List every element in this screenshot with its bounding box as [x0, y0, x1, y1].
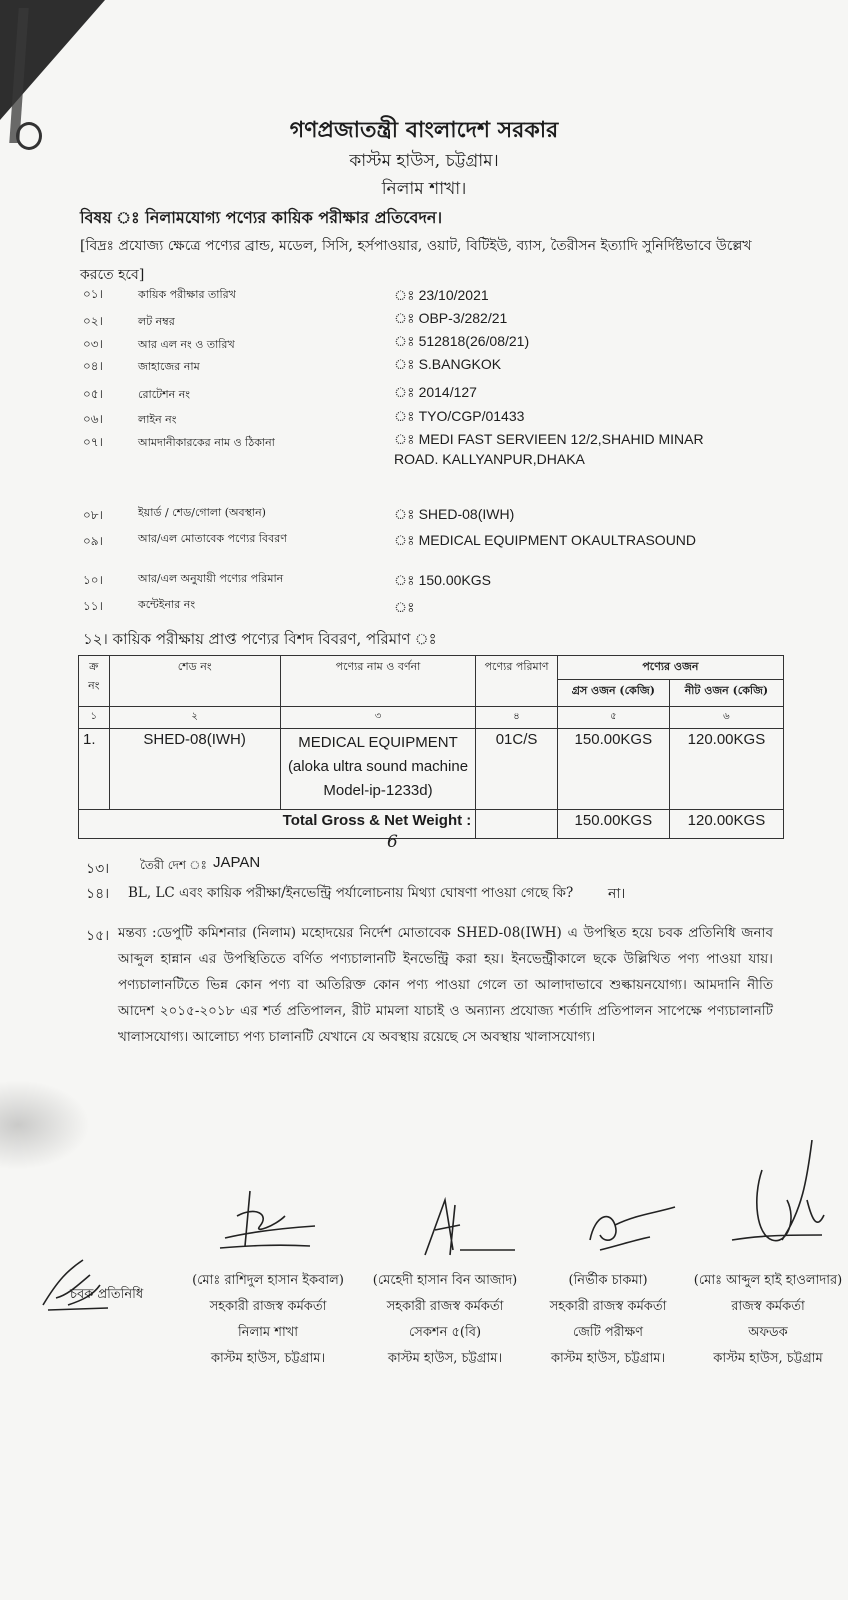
cell-desc-line1: MEDICAL EQUIPMENT [298, 734, 458, 751]
col-num: ৬ [669, 707, 783, 729]
field-value-description: ঃ MEDICAL EQUIPMENT OKAULTRASOUND [394, 532, 697, 548]
field-label-rl: আর এল নং ও তারিখ [138, 338, 235, 351]
signature-2-scribble [405, 1195, 525, 1265]
signer-office: কাস্টম হাউস, চট্টগ্রাম। [550, 1351, 666, 1366]
col-num: ৫ [557, 707, 669, 729]
field-value-importer-line2: ROAD. KALLYANPUR,DHAKA [394, 451, 585, 467]
field-value-container: ঃ [394, 599, 415, 615]
office-name: কাস্টম হাউস, চট্টগ্রাম। [349, 151, 499, 171]
field-value-exam-date: ঃ 23/10/2021 [394, 287, 489, 303]
field-value-vessel: ঃ S.BANGKOK [394, 356, 502, 372]
col-num: ৩ [280, 707, 476, 729]
col-header-qty: পণ্যের পরিমাণ [476, 656, 558, 707]
column-number-row [79, 707, 784, 729]
signer-office: কাস্টম হাউস, চট্টগ্রাম। [387, 1351, 503, 1366]
field-value-lot: ঃ OBP-3/282/21 [394, 310, 508, 326]
signature-1-scribble [215, 1186, 325, 1261]
field-label-importer: আমদানীকারকের নাম ও ঠিকানা [138, 436, 275, 449]
field-value-importer: ঃ MEDI FAST SERVIEEN 12/2,SHAHID MINAR [394, 431, 704, 447]
signature-block-1 [188, 1268, 348, 1372]
cell-net: 120.00KGS [669, 729, 783, 810]
total-row [79, 810, 784, 839]
field-num: ১১। [83, 599, 103, 613]
signature-block-2 [370, 1268, 520, 1372]
field-label-rotation: রোটেশন নং [138, 388, 190, 401]
signer-title: রাজস্ব কর্মকর্তা [731, 1299, 805, 1314]
item-15-num: ১৫। [86, 928, 110, 944]
signature-block-4 [688, 1268, 848, 1372]
field-num: ০৫। [83, 387, 103, 401]
cell-shed: SHED-08(IWH) [109, 729, 280, 810]
col-header-net: নীট ওজন (কেজি) [669, 680, 783, 707]
col-num: ২ [109, 707, 280, 729]
field-label-line: লাইন নং [138, 413, 177, 426]
field-value-line: ঃ TYO/CGP/01433 [394, 408, 525, 424]
field-num: ০৬। [83, 412, 103, 426]
cell-sl: 1. [79, 729, 110, 810]
signer-unit: অফডক [748, 1325, 788, 1340]
inspection-table [78, 655, 784, 839]
col-header-weight: পণ্যের ওজন [557, 656, 783, 680]
item-15-remarks: মন্তব্য :ডেপুটি কমিশনার (নিলাম) মহোদয়ের নির্দেশ মোতাবেক SHED-08(IWH) এ উপস্থিত হয়ে চবক প্রতিনিধি জনাব আব্দুল হান্নান এর উপস্থিতিতে বর্ণিত পণ্যচালানটি ইনভেন্ট্রি করা হয়। ইনভেন্ট্রীকালে ছকে উল্লিখিত পণ্য পাওয়া যায়। পণ্যচালানটিতে ভিন্ন কোন পণ্য বা অতিরিক্ত কোন পণ্য পাওয়া গেলে তা আলাদাভাবে শুল্কায়নযোগ্য। আমদানি নীতি আদেশ ২০১৫-২০১৮ এর শর্ত প্রতিপালন, রীট মামলা যাচাই ও অন্যান্য প্রযোজ্য শর্তাদি প্রতিপালন সাপেক্ষে পণ্যচালানটি খালাসযোগ্য। আলোচ্য পণ্য চালানটি যেখানে যে অবস্থায় রয়েছে সে অবস্থায় খালাসযোগ্য। [118, 925, 773, 1045]
scan-smudge [0, 1080, 90, 1170]
field-num: ১০। [83, 573, 103, 587]
field-label-container: কন্টেইনার নং [138, 598, 196, 611]
signer-unit: জেটি পরীক্ষণ [573, 1325, 643, 1340]
field-value-rotation: ঃ 2014/127 [394, 384, 477, 400]
total-net: 120.00KGS [669, 810, 783, 839]
cell-qty: 01C/S [476, 729, 558, 810]
field-num: ০২। [83, 314, 103, 328]
signer-name: (মোঃ রাশিদুল হাসান ইকবাল) [192, 1273, 344, 1288]
page-title: গণপ্রজাতন্ত্রী বাংলাদেশ সরকার [289, 117, 559, 143]
signature-3-scribble [580, 1195, 680, 1260]
total-label: Total Gross & Net Weight : [79, 810, 476, 839]
field-num: ০৩। [83, 337, 103, 351]
field-label-exam-date: কায়িক পরীক্ষার তারিখ [138, 288, 236, 301]
col-header-desc: পণ্যের নাম ও বর্ণনা [280, 656, 476, 707]
handwritten-mark: 6 [387, 832, 398, 852]
item-13-num: ১৩। [86, 861, 110, 877]
item-13-value: JAPAN [213, 854, 261, 871]
field-num: ০৪। [83, 359, 103, 373]
table-row [79, 729, 784, 810]
subject-line: বিষয় ঃ নিলামযোগ্য পণ্যের কায়িক পরীক্ষার প্রতিবেদন। [80, 208, 443, 227]
instruction-note: [বিদ্রঃ প্রযোজ্য ক্ষেত্রে পণ্যের ব্রান্ড, মডেল, সিসি, হর্সপাওয়ার, ওয়াট, বিটিইউ, ব্যাস, তৈরীসন ইত্যাদি সুনির্দিষ্টভাবে উল্লেখ করতে হবে] [80, 238, 752, 283]
item-14-answer: না। [608, 886, 626, 902]
signer-office: কাস্টম হাউস, চট্টগ্রাম। [210, 1351, 326, 1366]
col-header-sl: ক্র নং [79, 656, 110, 707]
field-value-rl: ঃ 512818(26/08/21) [394, 333, 530, 349]
field-value-yard: ঃ SHED-08(IWH) [394, 506, 515, 522]
total-gross: 150.00KGS [557, 810, 669, 839]
field-value-quantity: ঃ 150.00KGS [394, 572, 491, 588]
field-num: ০১। [83, 287, 103, 301]
cell-gross: 150.00KGS [557, 729, 669, 810]
signer-office: কাস্টম হাউস, চট্টগ্রাম [713, 1351, 823, 1366]
field-label-description: আর/এল মোতাবেক পণ্যের বিবরণ [138, 532, 287, 545]
field-num: ০৭। [83, 435, 103, 449]
cell-desc-line3: Model-ip-1233d) [323, 782, 433, 799]
col-header-gross: গ্রস ওজন (কেজি) [557, 680, 669, 707]
field-label-yard: ইয়ার্ড / শেড/গোলা (অবস্থান) [138, 506, 266, 519]
signer-unit: নিলাম শাখা [237, 1325, 299, 1340]
item-13-label: তৈরী দেশ ঃ [140, 858, 207, 872]
field-num: ০৯। [83, 534, 103, 548]
field-label-lot: লট নম্বর [138, 315, 175, 328]
section-12-heading: ১২। কায়িক পরীক্ষায় প্রাপ্ত পণ্যের বিশদ বিবরণ, পরিমাণ ঃ [83, 630, 437, 648]
item-14-num: ১৪। [86, 886, 110, 902]
cell-desc-line2: (aloka ultra sound machine [287, 758, 469, 775]
item-14-question: BL, LC এবং কায়িক পরীক্ষা/ইনভেন্ট্রি পর্যালোচনায় মিথ্যা ঘোষণা পাওয়া গেছে কি? [128, 885, 574, 901]
cell-desc [280, 729, 476, 810]
col-num: ৪ [476, 707, 558, 729]
signature-chobok-label: চবক প্রতিনিধি [70, 1287, 144, 1302]
col-header-shed: শেড নং [109, 656, 280, 707]
field-label-quantity: আর/এল অনুযায়ী পণ্যের পরিমান [138, 572, 284, 585]
signer-title: সহকারী রাজস্ব কর্মকর্তা [209, 1299, 327, 1314]
signer-name: (নির্ভীক চাকমা) [568, 1273, 648, 1288]
total-qty-empty [476, 810, 558, 839]
signer-unit: সেকশন ৫(বি) [408, 1325, 482, 1340]
field-label-vessel: জাহাজের নাম [138, 360, 200, 373]
signer-title: সহকারী রাজস্ব কর্মকর্তা [386, 1299, 504, 1314]
signer-title: সহকারী রাজস্ব কর্মকর্তা [549, 1299, 667, 1314]
signer-name: (মেহেদী হাসান বিন আজাদ) [372, 1273, 518, 1288]
branch-name: নিলাম শাখা। [381, 179, 467, 199]
signature-4-scribble [712, 1140, 832, 1260]
field-num: ০৮। [83, 508, 103, 522]
signer-name: (মোঃ আব্দুল হাই হাওলাদার) [693, 1273, 843, 1288]
signature-block-3 [533, 1268, 683, 1372]
col-num: ১ [79, 707, 110, 729]
